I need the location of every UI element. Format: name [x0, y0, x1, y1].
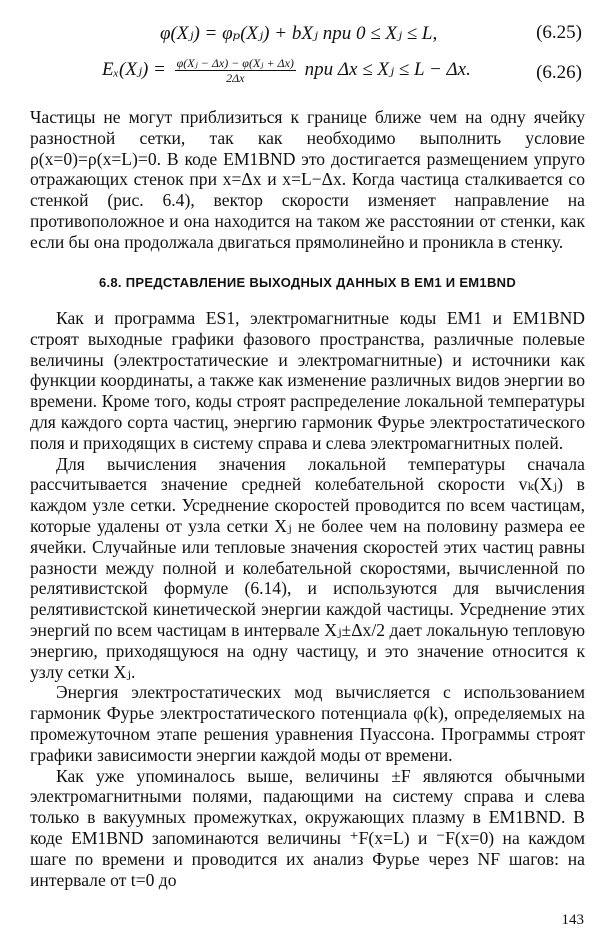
section-heading: 6.8. ПРЕДСТАВЛЕНИЕ ВЫХОДНЫХ ДАННЫХ В EM1 И EM1BND — [98, 275, 517, 290]
equation-6-26-numerator: φ(Xⱼ − Δx) − φ(Xⱼ + Δx) — [176, 56, 294, 70]
paragraph-1: Как и программа ES1, электромагнитные коды EM1 и EM1BND строят выходные графики фазового пространства, различные полевые величины (электростатические и электромагнитные) и источники как функции координаты, а также как изменение различных видов энергии во времени. Кроме того, коды строят распределение локальной температуры для каждого сорта частиц, энергию гармоник Фурье электростатического поля и приходящих в систему справа и слева электромагнитных полей. — [30, 308, 585, 453]
page-number: 143 — [561, 912, 584, 928]
paragraph-2: Для вычисления значения локальной температуры сначала рассчитывается значение средней колебательной скорости vₖ(Xⱼ) в каждом узле сетки. Усреднение скоростей проводится по всем частицам, которые удалены от узла сетки Xⱼ не более чем на половину размера ее ячейки. Случайные или тепловые значения скоростей этих частиц равны разности между полной и колебательной скоростями, вычисленной по релятивистской формуле (6.14), и используются для вычисления релятивистской кинетической энергии каждой частицы. Усреднение этих энергий по всем частицам в интервале Xⱼ±Δx/2 дает локальную тепловую энергию, приходящуюся на одну частицу, и это значение относится к узлу сетки Xⱼ. — [30, 453, 585, 682]
paragraph-top — [30, 107, 585, 253]
equation-6-25-number: (6.25) — [536, 22, 582, 43]
equation-6-26-denominator: 2Δx — [226, 71, 245, 85]
equation-6-26-lhs: Eₓ(Xⱼ) = — [102, 58, 166, 80]
equation-6-26-fraction — [175, 56, 296, 85]
equation-6-26-body — [102, 56, 471, 85]
equation-6-26-number: (6.26) — [536, 62, 582, 83]
equation-6-25-body: φ(Xⱼ) = φₚ(Xⱼ) + bXⱼ при 0 ≤ Xⱼ ≤ L, — [160, 23, 438, 44]
equation-6-25 — [0, 22, 614, 52]
paragraph-3: Энергия электростатических мод вычисляется с использованием гармоник Фурье электростатического потенциала φ(k), определяемых на промежуточном этапе решения уравнения Пуассона. Программы строят графики зависимости энергии каждой моды от времени. — [30, 682, 585, 765]
equation-6-26-condition: при Δx ≤ Xⱼ ≤ L − Δx. — [304, 58, 471, 80]
equation-6-26 — [0, 56, 614, 96]
paragraph-4: Как уже упоминалось выше, величины ±F являются обычными электромагнитными полями, падающими на систему справа и слева только в вакуумных промежутках, окружающих плазму в EM1BND. В коде EM1BND запоминаются величины ⁺F(x=L) и ⁻F(x=0) на каждом шаге по времени и проводится их анализ Фурье через NF шагов: на интервале от t=0 до — [30, 765, 585, 890]
paragraph-top-text: Частицы не могут приблизиться к границе ближе чем на одну ячейку разностной сетки, так как необходимо выполнить условие ρ(x=0)=ρ(x=L)=0. В коде EM1BND это достигается размещением упруго отражающих стенок при x=Δx и x=L−Δx. Когда частица сталкивается со стенкой (рис. 6.4), вектор скорости изменяет направление на противоположное и она находится на таком же расстоянии от стенки, как если бы она продолжала двигаться прямолинейно и проникла в стенку. — [30, 107, 585, 252]
section-body — [30, 308, 585, 890]
